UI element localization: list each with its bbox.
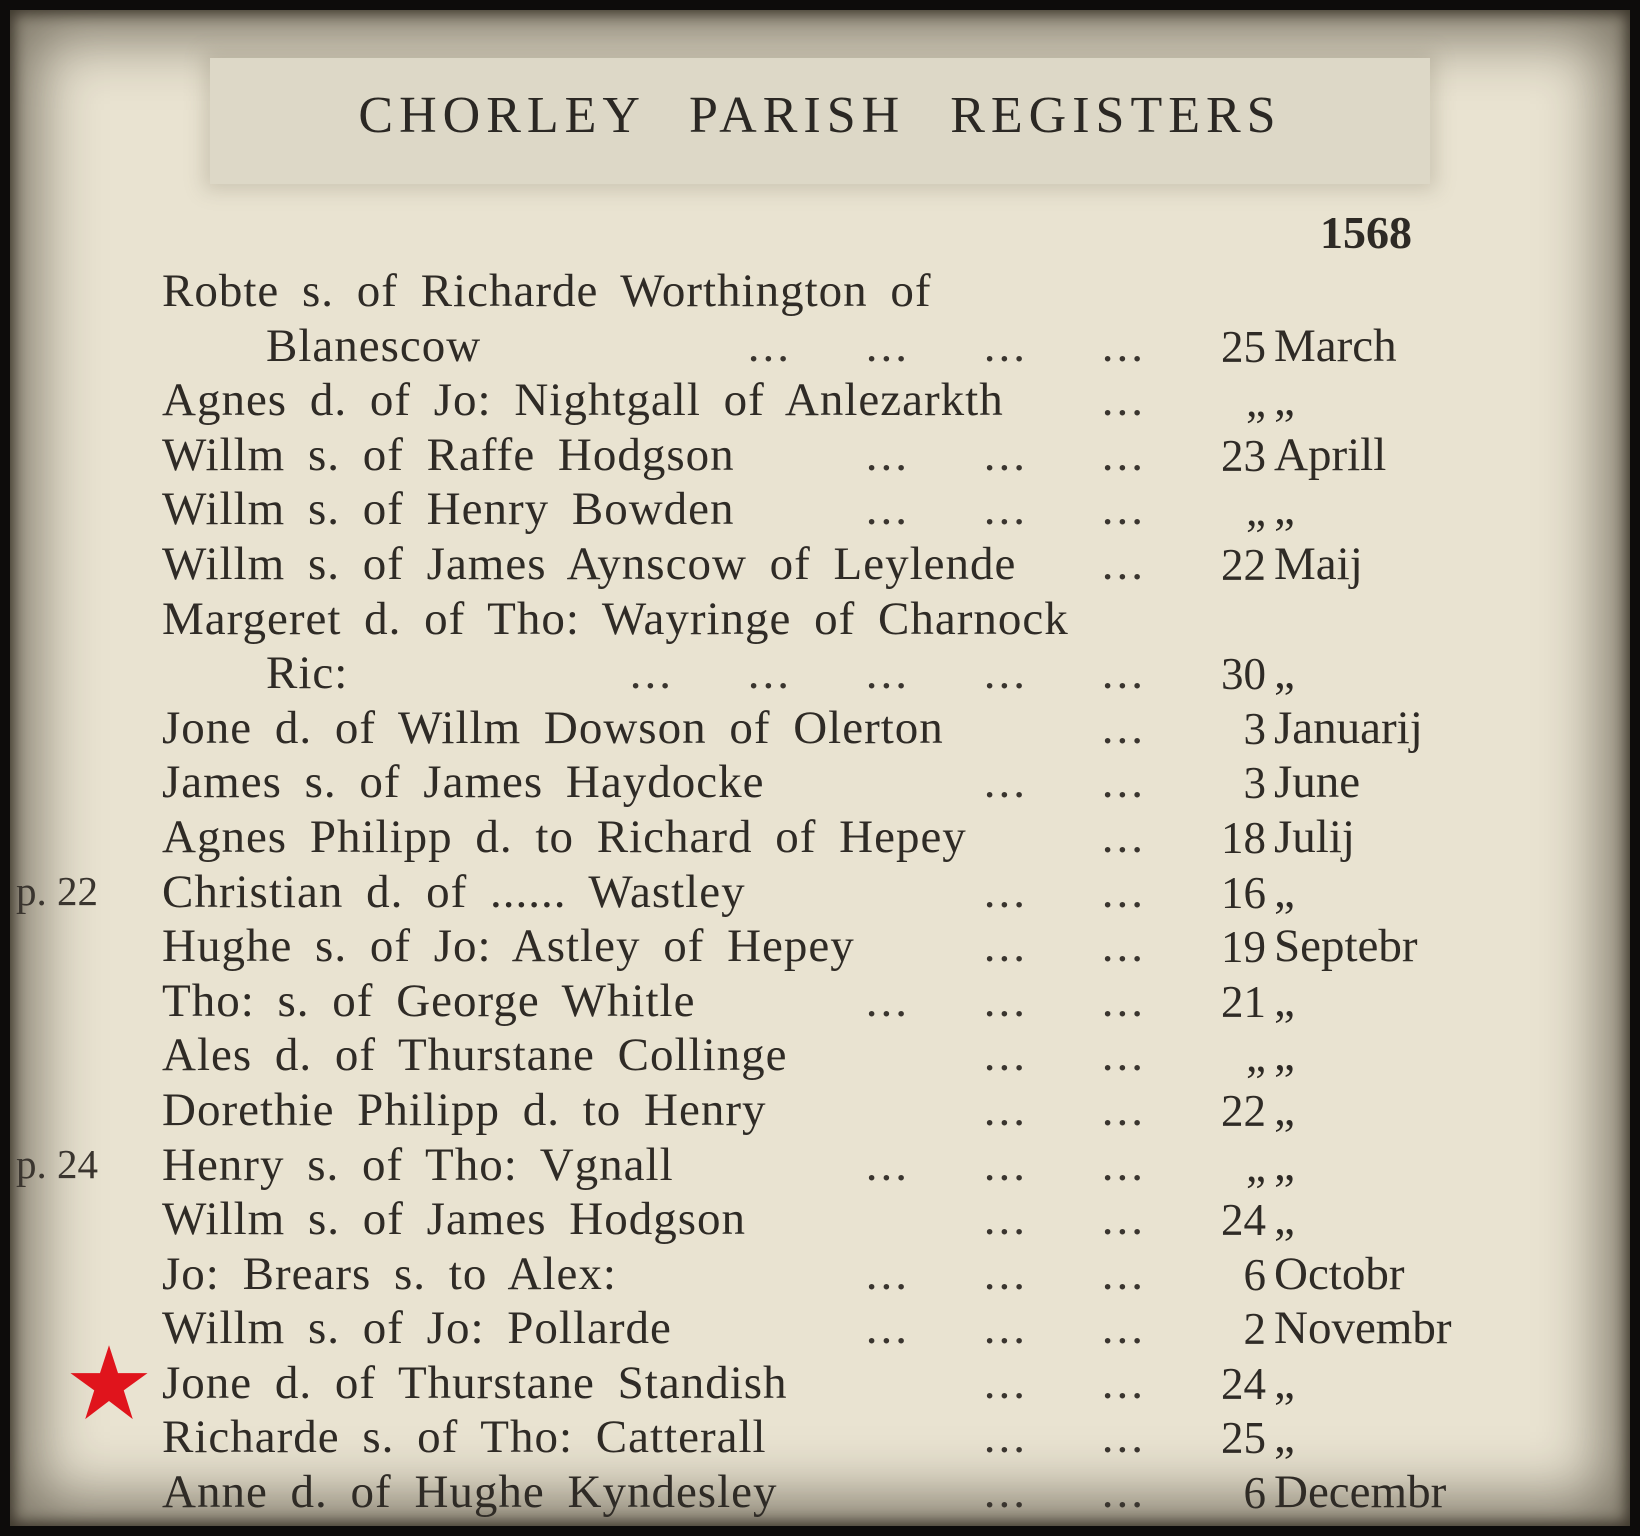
entry-month: „ bbox=[1274, 1083, 1295, 1136]
entry-month: „ bbox=[1274, 1138, 1295, 1191]
entry-month: „ bbox=[1274, 865, 1295, 918]
dot-leader: ... ... bbox=[983, 1411, 1146, 1464]
register-entry bbox=[10, 919, 1630, 974]
entry-month: „ bbox=[1274, 1356, 1295, 1409]
entry-day: „ bbox=[1246, 1031, 1266, 1082]
entry-day: 24 bbox=[1221, 1358, 1266, 1409]
dot-leader: ... ... ... bbox=[865, 428, 1146, 481]
register-entry bbox=[10, 264, 1630, 319]
page-reference: p. 22 bbox=[16, 867, 98, 914]
dot-leader: ... ... bbox=[983, 865, 1146, 918]
entry-month: „ bbox=[1274, 483, 1295, 536]
entry-name: Henry s. of Tho: Vgnall bbox=[162, 1138, 674, 1191]
entry-name: Robte s. of Richarde Worthington of bbox=[162, 265, 932, 317]
register-entry bbox=[10, 701, 1630, 756]
scanned-page bbox=[10, 10, 1630, 1526]
entry-day: 22 bbox=[1221, 1085, 1266, 1136]
register-entry bbox=[10, 592, 1630, 647]
register-entry bbox=[10, 319, 1630, 374]
register-entry bbox=[10, 974, 1630, 1029]
register-entry bbox=[10, 1138, 1630, 1193]
dot-leader: ... ... ... bbox=[865, 1247, 1146, 1300]
dot-leader: ... ... bbox=[983, 756, 1146, 809]
entry-month: Octobr bbox=[1274, 1247, 1405, 1300]
dot-leader: ... ... ... bbox=[865, 974, 1146, 1027]
entry-name: Agnes Philipp d. to Richard of Hepey bbox=[162, 810, 967, 863]
entry-day: 6 bbox=[1243, 1249, 1266, 1300]
dot-leader: ... bbox=[1101, 537, 1146, 590]
entry-month: Januarij bbox=[1274, 701, 1423, 754]
entry-name: Ales d. of Thurstane Collinge bbox=[162, 1029, 788, 1082]
entry-name: Blanescow bbox=[266, 319, 482, 372]
header-band bbox=[210, 58, 1430, 184]
entry-day: 19 bbox=[1221, 922, 1266, 973]
dot-leader: ... ... bbox=[983, 1356, 1146, 1409]
entry-day: 2 bbox=[1243, 1304, 1266, 1355]
register-entry bbox=[10, 1410, 1630, 1465]
entry-name: Richarde s. of Tho: Catterall bbox=[162, 1411, 767, 1464]
entry-month: „ bbox=[1274, 647, 1295, 700]
entry-name: Jone d. of Willm Dowson of Olerton bbox=[162, 701, 944, 754]
entry-month: Julij bbox=[1274, 810, 1355, 863]
entry-name: Willm s. of James Aynscow of Leylende bbox=[162, 537, 1017, 590]
entry-day: 30 bbox=[1221, 649, 1266, 700]
register-year: 1568 bbox=[1320, 207, 1412, 258]
entry-month: „ bbox=[1274, 1193, 1295, 1246]
register-entry bbox=[10, 537, 1630, 592]
entry-name: Willm s. of Henry Bowden bbox=[162, 483, 735, 536]
entry-day: 21 bbox=[1221, 976, 1266, 1027]
entry-name: Tho: s. of George Whitle bbox=[162, 974, 696, 1027]
register-entry bbox=[10, 1083, 1630, 1138]
entry-day: 24 bbox=[1221, 1195, 1266, 1246]
entry-day: 22 bbox=[1221, 539, 1266, 590]
entry-name: Christian d. of ...... Wastley bbox=[162, 865, 746, 918]
entry-day: 18 bbox=[1221, 812, 1266, 863]
entry-month: „ bbox=[1274, 374, 1295, 427]
register-entry bbox=[10, 1247, 1630, 1302]
entry-day: 23 bbox=[1221, 430, 1266, 481]
dot-leader: ... bbox=[1101, 810, 1146, 863]
entry-day: 25 bbox=[1221, 321, 1266, 372]
entry-month: „ bbox=[1274, 1029, 1295, 1082]
dot-leader: ... bbox=[1101, 701, 1146, 754]
entry-month: „ bbox=[1274, 1411, 1295, 1464]
entry-name: Agnes d. of Jo: Nightgall of Anlezarkth bbox=[162, 374, 1004, 427]
page-title: CHORLEY PARISH REGISTERS bbox=[358, 87, 1282, 144]
register-entry bbox=[10, 1028, 1630, 1083]
entry-name: Ric: bbox=[266, 647, 349, 700]
dot-leader: ... ... ... bbox=[865, 483, 1146, 536]
entry-name: Margeret d. of Tho: Wayringe of Charnock bbox=[162, 592, 1069, 645]
entry-name: Dorethie Philipp d. to Henry bbox=[162, 1083, 767, 1136]
dot-leader: ... ... bbox=[983, 1193, 1146, 1246]
dot-leader: ... ... bbox=[983, 920, 1146, 973]
dot-leader: ... ... ... ... ... bbox=[629, 647, 1146, 700]
register-entry bbox=[10, 1356, 1630, 1411]
dot-leader: ... ... ... bbox=[865, 1138, 1146, 1191]
entry-day: 16 bbox=[1221, 867, 1266, 918]
entry-day: „ bbox=[1246, 376, 1266, 427]
register-entry bbox=[10, 482, 1630, 537]
entry-month: Decembr bbox=[1274, 1466, 1447, 1519]
register-entry bbox=[10, 865, 1630, 920]
entry-name: Willm s. of James Hodgson bbox=[162, 1193, 746, 1246]
dot-leader: ... ... bbox=[983, 1466, 1146, 1519]
entry-month: March bbox=[1274, 319, 1397, 372]
register-entry bbox=[10, 1465, 1630, 1520]
entry-day: „ bbox=[1246, 1140, 1266, 1191]
dot-leader: ... ... bbox=[983, 1083, 1146, 1136]
entry-month: Maij bbox=[1274, 537, 1363, 590]
entry-name: Jone d. of Thurstane Standish bbox=[162, 1356, 788, 1409]
entry-month: June bbox=[1274, 756, 1361, 809]
entry-name: Jo: Brears s. to Alex: bbox=[162, 1247, 617, 1300]
register-entry bbox=[10, 646, 1630, 701]
register-entries bbox=[10, 264, 1630, 1520]
entry-name: Willm s. of Jo: Pollarde bbox=[162, 1302, 672, 1355]
entry-day: 25 bbox=[1221, 1413, 1266, 1464]
entry-name: Anne d. of Hughe Kyndesley bbox=[162, 1466, 778, 1519]
register-entry bbox=[10, 755, 1630, 810]
entry-month: Septebr bbox=[1274, 920, 1418, 973]
dot-leader: ... bbox=[1101, 374, 1146, 427]
entry-month: Novembr bbox=[1274, 1302, 1452, 1355]
dot-leader: ... ... bbox=[983, 1029, 1146, 1082]
register-entry bbox=[10, 810, 1630, 865]
entry-month: „ bbox=[1274, 974, 1295, 1027]
entry-month: Aprill bbox=[1274, 428, 1387, 481]
dot-leader: ... ... ... ... bbox=[747, 319, 1146, 372]
register-entry bbox=[10, 1301, 1630, 1356]
page-reference: p. 24 bbox=[16, 1140, 98, 1187]
entry-day: 3 bbox=[1243, 758, 1266, 809]
dot-leader: ... ... ... bbox=[865, 1302, 1146, 1355]
entry-day: „ bbox=[1246, 485, 1266, 536]
register-entry bbox=[10, 1192, 1630, 1247]
register-entry bbox=[10, 373, 1630, 428]
entry-name: Hughe s. of Jo: Astley of Hepey bbox=[162, 920, 855, 973]
entry-day: 6 bbox=[1243, 1468, 1266, 1519]
entry-name: James s. of James Haydocke bbox=[162, 756, 765, 809]
register-entry bbox=[10, 428, 1630, 483]
entry-name: Willm s. of Raffe Hodgson bbox=[162, 428, 735, 481]
entry-day: 3 bbox=[1243, 703, 1266, 754]
